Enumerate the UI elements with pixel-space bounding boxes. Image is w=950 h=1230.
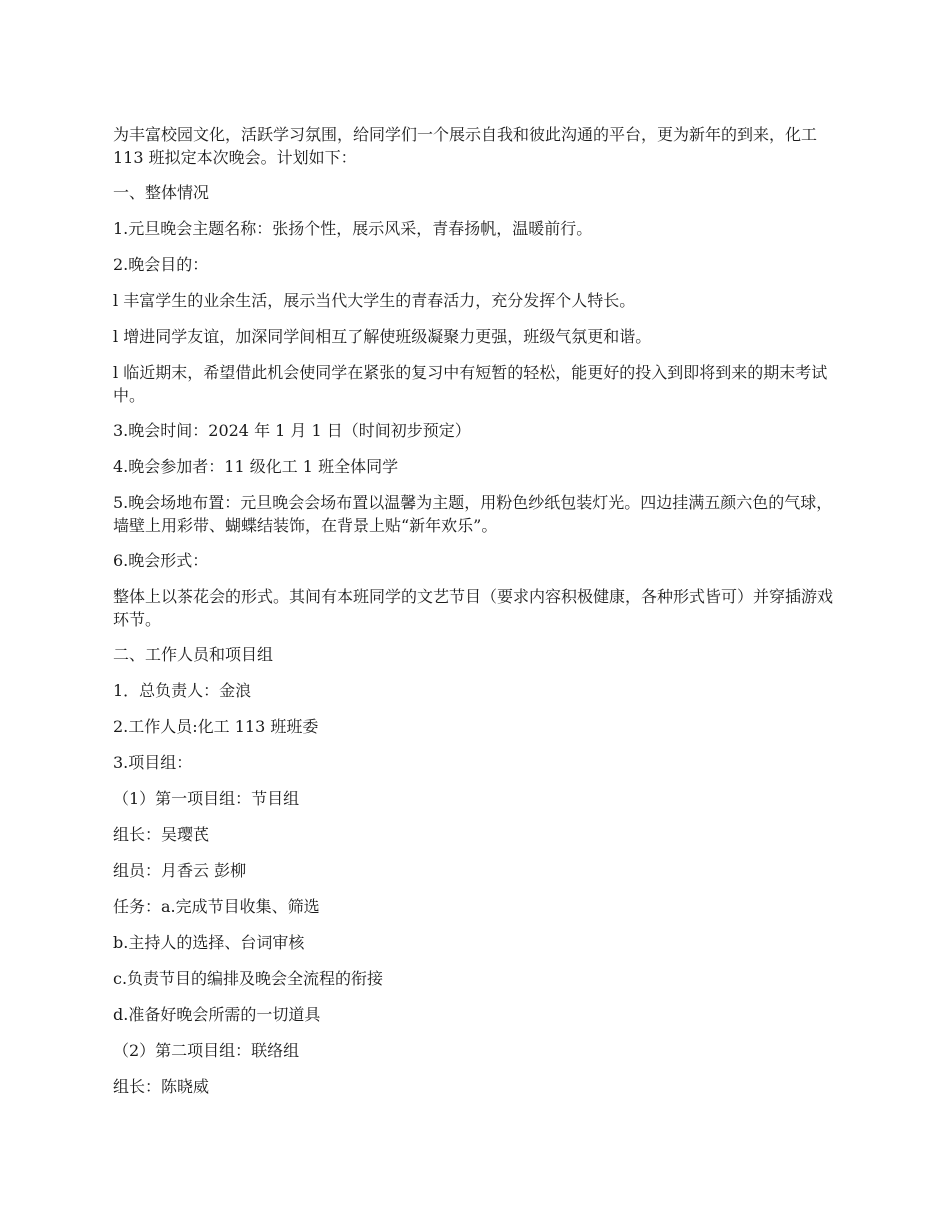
group-1-task-c: c.负责节目的编排及晚会全流程的衔接 [113, 969, 384, 988]
group-1-leader: 组长：吴璎芪 [113, 825, 210, 844]
intro-paragraph: 为丰富校园文化，活跃学习氛围，给同学们一个展示自我和彼此沟通的平台，更为新年的到来，化工 113 班拟定本次晚会。计划如下： [113, 125, 818, 167]
purpose-bullet-3: l 临近期末，希望借此机会使同学在紧张的复习中有短暂的轻松，能更好的投入到即将到来的期末考试中。 [113, 363, 828, 405]
venue-item: 5.晚会场地布置：元旦晚会会场布置以温馨为主题，用粉色纱纸包装灯光。四边挂满五颜六色的气球，墙壁上用彩带、蝴蝶结装饰，在背景上贴“新年欢乐”。 [113, 493, 833, 535]
purpose-heading: 2.晚会目的： [113, 255, 209, 274]
group-1-task-d: d.准备好晚会所需的一切道具 [113, 1005, 321, 1024]
groups-heading: 3.项目组： [113, 753, 193, 772]
format-description: 整体上以茶花会的形式。其间有本班同学的文艺节目（要求内容积极健康，各种形式皆可）并穿插游戏环节。 [113, 587, 834, 629]
group-1-task-b: b.主持人的选择、台词审核 [113, 933, 305, 952]
time-item: 3.晚会时间：2024 年 1 月 1 日（时间初步预定） [113, 421, 471, 440]
section-heading-overview: 一、整体情况 [113, 183, 210, 202]
format-heading: 6.晚会形式： [113, 551, 209, 570]
group-1-task-a: 任务：a.完成节目收集、筛选 [113, 897, 320, 916]
purpose-bullet-1: l 丰富学生的业余生活，展示当代大学生的青春活力，充分发挥个人特长。 [113, 291, 636, 310]
lead-item: 1．总负责人：金浪 [113, 681, 252, 700]
section-heading-staff: 二、工作人员和项目组 [113, 645, 274, 664]
purpose-bullet-2: l 增进同学友谊，加深同学间相互了解使班级凝聚力更强，班级气氛更和谐。 [113, 327, 652, 346]
staff-item: 2.工作人员:化工 113 班班委 [113, 717, 319, 736]
group-2-leader: 组长：陈晓威 [113, 1077, 210, 1096]
document-body [113, 124, 843, 1112]
participants-item: 4.晚会参加者：11 级化工 1 班全体同学 [113, 457, 399, 476]
theme-item: 1.元旦晚会主题名称：张扬个性，展示风采，青春扬帆，温暖前行。 [113, 219, 593, 238]
group-1-title: （1）第一项目组：节目组 [113, 789, 300, 808]
group-2-title: （2）第二项目组：联络组 [113, 1041, 300, 1060]
group-1-members: 组员：月香云 彭柳 [113, 861, 247, 880]
